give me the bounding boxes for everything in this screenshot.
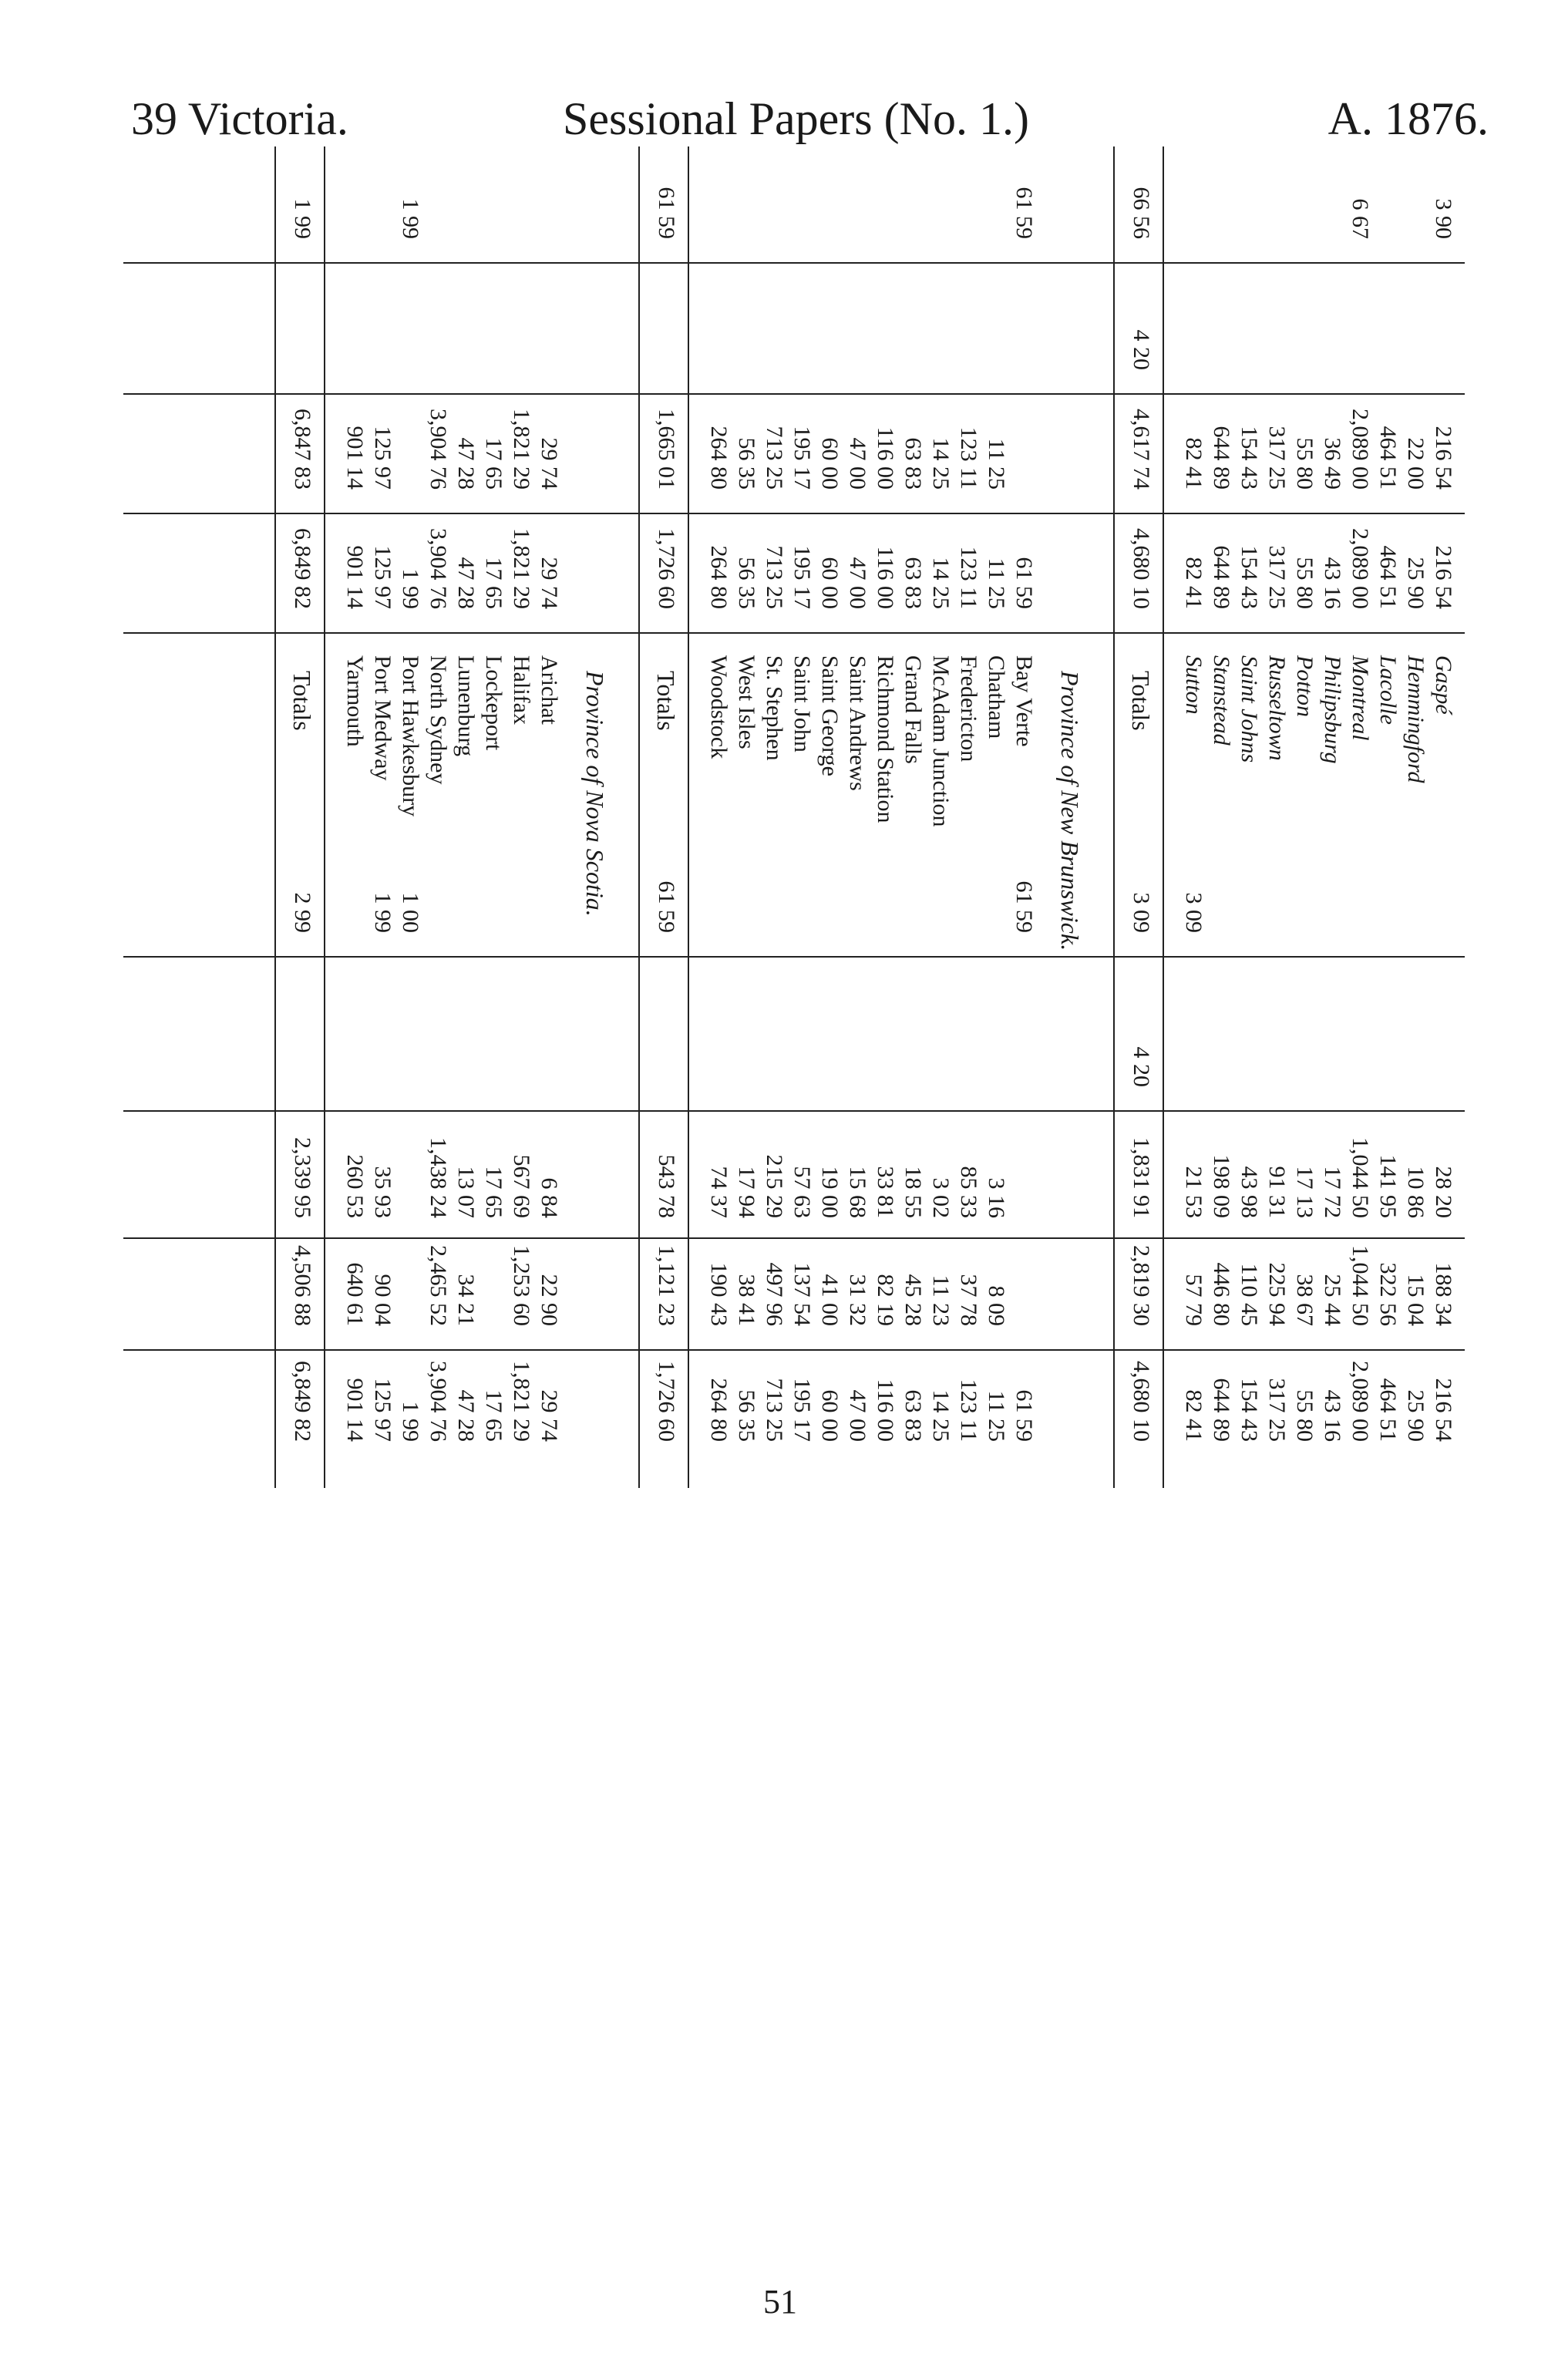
value-cell: 3,904 76 [426,528,451,609]
value-cell: 90 04 [370,1274,395,1326]
value-cell: 14 25 [928,437,954,490]
value-cell: 41 00 [817,1274,843,1326]
value-cell: 34 21 [453,1274,479,1326]
place-name: Woodstock [706,655,732,759]
value-cell: 22 00 [1403,437,1428,490]
totals-cell: 4 20 [1129,329,1154,370]
value-cell: 116 00 [873,1379,898,1442]
value-cell: 1 99 [398,1401,423,1442]
value-cell: 31 32 [845,1274,870,1326]
value-cell: 260 53 [342,1154,368,1218]
value-cell: 47 00 [845,437,870,490]
value-cell: 2,089 00 [1348,1361,1373,1442]
value-cell: 33 81 [873,1166,898,1218]
value-cell: 116 00 [873,426,898,490]
value-cell: 215 29 [762,1154,787,1218]
value-cell: 464 51 [1375,426,1401,490]
value-cell: 91 31 [1264,1166,1290,1218]
value-cell: 116 00 [873,546,898,609]
value-cell: 1 00 [398,892,423,933]
totals-cell: 3 09 [1129,892,1154,933]
value-cell: 644 89 [1209,545,1234,609]
value-cell: 123 11 [956,426,981,490]
value-cell: 85 33 [956,1166,981,1218]
header-title: Sessional Papers (No. 1.) [563,93,1029,144]
value-cell: 190 43 [706,1262,732,1326]
value-cell: 216 54 [1431,545,1456,609]
value-cell: 3 90 [1431,198,1456,239]
value-cell: 264 80 [706,545,732,609]
value-cell: 1,253 60 [509,1245,534,1326]
place-name: Potton [1292,655,1317,717]
value-cell: 60 00 [817,1389,843,1442]
value-cell: 22 90 [537,1274,562,1326]
totals-cell: 4,680 10 [1129,1361,1154,1442]
value-cell: 264 80 [706,1378,732,1442]
value-cell: 43 16 [1320,557,1345,609]
totals-label: Totals [652,671,680,731]
value-cell: 2,089 00 [1348,409,1373,490]
place-name: Lockeport [481,655,506,751]
value-cell: 61 59 [1011,880,1037,933]
value-cell: 11 25 [984,1390,1009,1442]
value-cell: 21 53 [1181,1166,1206,1218]
totals-cell: 543 78 [654,1154,679,1218]
totals-cell: 1,726 60 [654,1361,679,1442]
place-name: Port Hawkesbury [398,655,423,817]
value-cell: 57 63 [789,1166,815,1218]
value-cell: 29 74 [537,1389,562,1442]
place-name: Saint George [817,655,843,776]
place-name: Yarmouth [342,655,368,747]
place-name: Russeltown [1264,655,1290,761]
value-cell: 713 25 [762,1378,787,1442]
value-cell: 125 97 [370,1378,395,1442]
value-cell: 713 25 [762,426,787,490]
value-cell: 56 35 [734,1389,759,1442]
totals-cell: 2,819 30 [1129,1245,1154,1326]
value-cell: 188 34 [1431,1262,1456,1326]
value-cell: 47 00 [845,1389,870,1442]
place-name: Gaspé [1431,655,1456,715]
value-cell: 10 86 [1403,1166,1428,1218]
value-cell: 43 98 [1237,1166,1262,1218]
section-title: Province of New Brunswick. [1056,671,1084,951]
value-cell: 17 65 [481,557,506,609]
value-cell: 317 25 [1264,1378,1290,1442]
value-cell: 63 83 [900,437,926,490]
value-cell: 82 41 [1181,1389,1206,1442]
place-name: Arichat [537,655,562,725]
totals-cell: 4,506 88 [290,1245,315,1326]
value-cell: 1 99 [370,892,395,933]
value-cell: 901 14 [342,1378,368,1442]
value-cell: 55 80 [1292,557,1317,609]
value-cell: 3,904 76 [426,409,451,490]
value-cell: 11 23 [928,1274,954,1326]
value-cell: 901 14 [342,545,368,609]
value-cell: 47 28 [453,557,479,609]
value-cell: 74 37 [706,1166,732,1218]
place-name: Stanstead [1209,655,1234,746]
value-cell: 141 95 [1375,1154,1401,1218]
value-cell: 123 11 [956,1379,981,1442]
value-cell: 35 93 [370,1166,395,1218]
place-name: Bay Verte [1011,655,1037,747]
value-cell: 644 89 [1209,426,1234,490]
totals-cell: 6,847 83 [290,409,315,490]
value-cell: 47 00 [845,557,870,609]
totals-rule [324,146,325,1488]
totals-cell: 6,849 82 [290,528,315,609]
place-name: Grand Falls [900,655,926,764]
place-name: Port Medway [370,655,395,781]
totals-cell: 2 99 [290,892,315,933]
value-cell: 60 00 [817,437,843,490]
place-name: McAdam Junction [928,655,954,827]
totals-cell: 1,831 91 [1129,1137,1154,1218]
value-cell: 713 25 [762,545,787,609]
value-cell: 446 80 [1209,1262,1234,1326]
value-cell: 13 07 [453,1166,479,1218]
value-cell: 61 59 [1011,557,1037,609]
value-cell: 55 80 [1292,1389,1317,1442]
place-name: North Sydney [426,655,451,785]
totals-label: Totals [1127,671,1155,731]
value-cell: 110 45 [1237,1263,1262,1326]
value-cell: 137 54 [789,1262,815,1326]
value-cell: 2,465 52 [426,1245,451,1326]
value-cell: 195 17 [789,1378,815,1442]
value-cell: 57 79 [1181,1274,1206,1326]
value-cell: 1 99 [398,198,423,239]
place-name: Saint Johns [1237,655,1262,763]
value-cell: 1,438 24 [426,1137,451,1218]
value-cell: 3 09 [1181,892,1206,933]
value-cell: 567 69 [509,1154,534,1218]
value-cell: 15 04 [1403,1274,1428,1326]
value-cell: 17 94 [734,1166,759,1218]
totals-cell: 66 56 [1129,187,1154,239]
value-cell: 56 35 [734,557,759,609]
value-cell: 25 90 [1403,557,1428,609]
value-cell: 1,044 50 [1348,1245,1373,1326]
value-cell: 1,821 29 [509,1361,534,1442]
value-cell: 17 65 [481,1166,506,1218]
value-cell: 82 41 [1181,437,1206,490]
value-cell: 47 28 [453,1389,479,1442]
value-cell: 464 51 [1375,545,1401,609]
value-cell: 1 99 [398,568,423,609]
value-cell: 29 74 [537,437,562,490]
value-cell: 1,044 50 [1348,1137,1373,1218]
value-cell: 56 35 [734,437,759,490]
place-name: Saint Andrews [845,655,870,791]
totals-cell: 4,680 10 [1129,528,1154,609]
value-cell: 322 56 [1375,1262,1401,1326]
header-session: 39 Victoria. [131,93,348,144]
value-cell: 82 19 [873,1274,898,1326]
value-cell: 154 43 [1237,426,1262,490]
totals-cell: 61 59 [654,880,679,933]
value-cell: 154 43 [1237,545,1262,609]
totals-cell: 4 20 [1129,1046,1154,1087]
value-cell: 55 80 [1292,437,1317,490]
value-cell: 17 72 [1320,1166,1345,1218]
value-cell: 14 25 [928,1389,954,1442]
value-cell: 63 83 [900,557,926,609]
value-cell: 198 09 [1209,1154,1234,1218]
value-cell: 25 44 [1320,1274,1345,1326]
place-name: Philipsburg [1320,655,1345,764]
value-cell: 36 49 [1320,437,1345,490]
totals-cell: 1,665 01 [654,409,679,490]
value-cell: 3,904 76 [426,1361,451,1442]
totals-cell: 2,339 95 [290,1137,315,1218]
value-cell: 901 14 [342,426,368,490]
value-cell: 1,821 29 [509,409,534,490]
section-rule [638,146,640,1488]
value-cell: 3 02 [928,1177,954,1218]
totals-cell: 1 99 [290,198,315,239]
place-name: Montreal [1348,655,1373,741]
value-cell: 216 54 [1431,426,1456,490]
value-cell: 15 68 [845,1166,870,1218]
value-cell: 17 65 [481,437,506,490]
value-cell: 17 13 [1292,1166,1317,1218]
value-cell: 8 09 [984,1285,1009,1326]
place-name: Sutton [1181,655,1206,715]
place-name: Saint John [789,655,815,752]
value-cell: 6 84 [537,1177,562,1218]
place-name: West Isles [734,655,759,749]
value-cell: 19 00 [817,1166,843,1218]
value-cell: 17 65 [481,1389,506,1442]
value-cell: 63 83 [900,1389,926,1442]
value-cell: 125 97 [370,545,395,609]
value-cell: 1,821 29 [509,528,534,609]
totals-cell: 6,849 82 [290,1361,315,1442]
value-cell: 45 28 [900,1274,926,1326]
value-cell: 38 41 [734,1274,759,1326]
value-cell: 61 59 [1011,187,1037,239]
value-cell: 216 54 [1431,1378,1456,1442]
section-rule [1113,146,1115,1488]
value-cell: 47 28 [453,437,479,490]
totals-label: Totals [288,671,316,731]
value-cell: 264 80 [706,426,732,490]
value-cell: 29 74 [537,557,562,609]
place-name: Richmond Station [873,655,898,823]
rotated-table [123,146,1465,2228]
value-cell: 14 25 [928,557,954,609]
value-cell: 6 67 [1348,198,1373,239]
totals-rule [688,146,689,1488]
value-cell: 18 55 [900,1166,926,1218]
value-cell: 225 94 [1264,1262,1290,1326]
value-cell: 82 41 [1181,557,1206,609]
value-cell: 43 16 [1320,1389,1345,1442]
place-name: Lacolle [1375,655,1401,725]
section-rule [274,146,276,1488]
value-cell: 154 43 [1237,1378,1262,1442]
value-cell: 317 25 [1264,545,1290,609]
value-cell: 38 67 [1292,1274,1317,1326]
header-year: A. 1876. [1327,93,1489,144]
place-name: Hemmingford [1403,655,1428,783]
value-cell: 2,089 00 [1348,528,1373,609]
value-cell: 11 25 [984,557,1009,609]
value-cell: 28 20 [1431,1166,1456,1218]
value-cell: 11 25 [984,438,1009,490]
value-cell: 464 51 [1375,1378,1401,1442]
value-cell: 60 00 [817,557,843,609]
value-cell: 195 17 [789,545,815,609]
value-cell: 125 97 [370,426,395,490]
totals-rule [1163,146,1164,1488]
value-cell: 317 25 [1264,426,1290,490]
totals-cell: 61 59 [654,187,679,239]
section-title: Province of Nova Scotia. [581,671,609,917]
place-name: Chatham [984,655,1009,739]
value-cell: 644 89 [1209,1378,1234,1442]
place-name: Fredericton [956,655,981,762]
value-cell: 123 11 [956,546,981,609]
value-cell: 497 96 [762,1262,787,1326]
value-cell: 195 17 [789,426,815,490]
place-name: Lunenburg [453,655,479,757]
value-cell: 3 16 [984,1177,1009,1218]
totals-cell: 4,617 74 [1129,409,1154,490]
page-header [0,77,1558,154]
totals-cell: 1,121 23 [654,1245,679,1326]
value-cell: 640 61 [342,1262,368,1326]
value-cell: 37 78 [956,1274,981,1326]
place-name: St. Stephen [762,655,787,761]
page-number: 51 [763,2283,797,2321]
value-cell: 25 90 [1403,1389,1428,1442]
place-name: Halifax [509,655,534,725]
totals-cell: 1,726 60 [654,528,679,609]
value-cell: 61 59 [1011,1389,1037,1442]
